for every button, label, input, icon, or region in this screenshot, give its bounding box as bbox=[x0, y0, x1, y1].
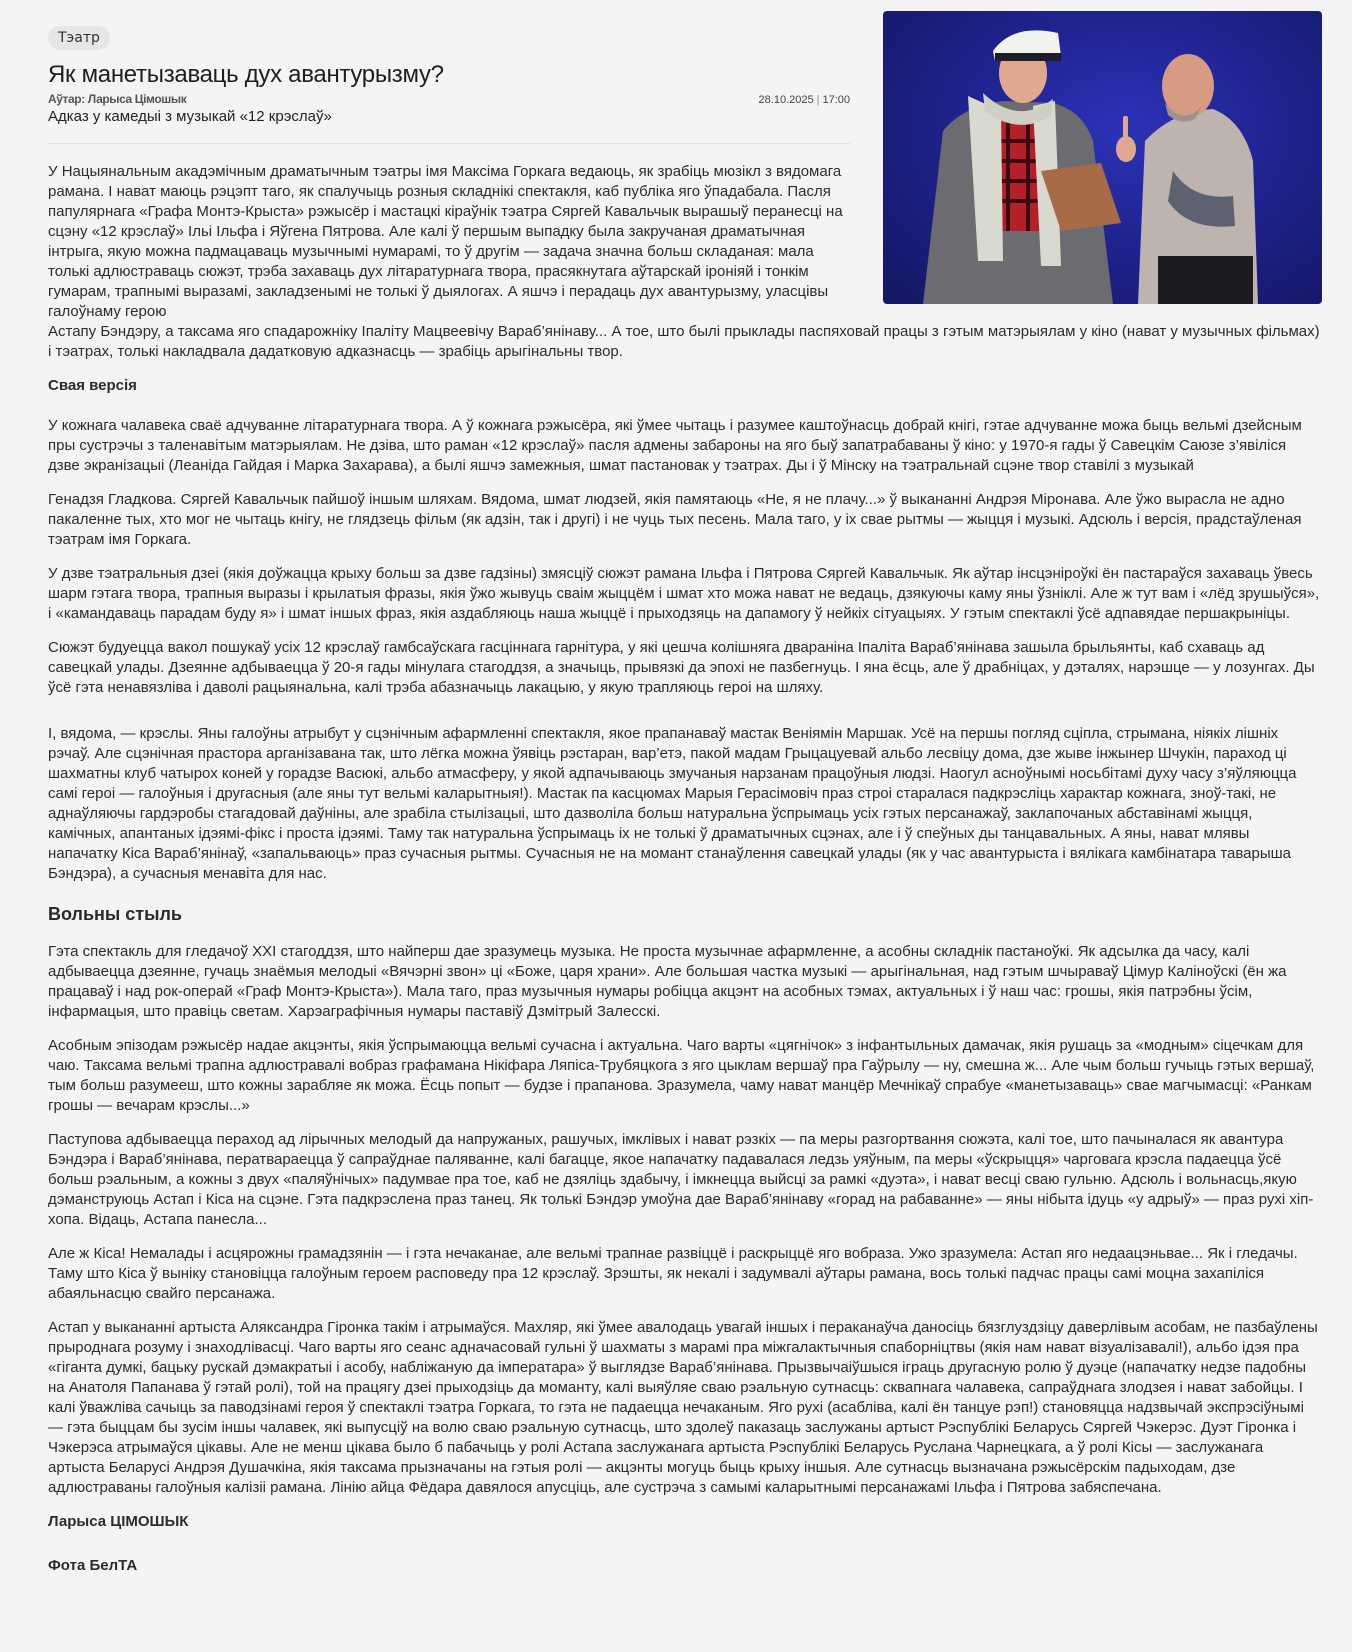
paragraph: Паступова адбываецца пераход ад лірычных мелодый да напружаных, рашучых, імклівых і нават рэзкіх — па меры разгортвання сюжэта, калі тое, што пачыналася як авантура Бэндэра і Вараб’янінава, ператвараецца ў сапраўднае паляванне, калі багацце, якое напачатку падавалася ледзь уяўным, па меры «ўскрыцця» чарговага крэсла падаецца ўсё больш рэальным, а кожны з двух «паляўнічых» падумвае пра тое, каб не дзяліць здабычу, і імкнецца выйсці за рамкі «дуэта», і нават весці сваю гульню. Адсюль і вольнасць,якую дэманструюць Астап і Кіса на сцэне. Гэта падкрэслена праз танец. Як толькі Бэндэр умоўна дае Вараб’янінаву «горад на рабаванне» — яны нібыта ідуць «у адрыў» — праз рухі хіп-хопа. Відаць, Астапа панесла... bbox=[48, 1131, 1314, 1228]
publish-datetime bbox=[759, 94, 850, 106]
paragraph: І, вядома, — крэслы. Яны галоўны атрыбут у сцэнічным афармленні спектакля, якое прапанаваў мастак Веніямін Маршак. Усё на першы погляд сціпла, стрымана, ніякіх лішніх рэчаў. Але сцэнічная прастора арганізавана так, што лёгка можна ўявіць рэстаран, вар’етэ, пакой мадам Грыцацуевай альбо лесвіцу дома, дзе жыве інжынер Шчукін, параход ці шахматны клуб чатырох коней у горадзе Васюкі, альбо атмасферу, у якой адпачываюць змучаныя нарзанам працоўныя людзі. Наогул асноўнымі носьбітамі духу часу з’яўляюцца самі героі — галоўныя і другасныя (але яны тут вельмі каларытныя!). Мастак па касцюмах Марыя Герасімовіч праз строі старалася падкрэсліць характар кожнага, зноў-такі, не аднаўляючы гардэробы стагадовай даўніны, але зрабіла стылізацыі, што дазволіла больш натуральна ўспрымаць усіх гэтых персанажаў, заклапочаных абставінамі жыцця, камічных, апантаных ідэямі-фікс і проста ідэямі. Таму так натуральна ўспрымаць іх не толькі ў драматычных сцэнах, але і ў спеўных ды танцавальных. А яны, нават млявы напачатку Кіса Вараб’янінаў, «запальваюць» праз сучасныя рытмы. Сучасныя не на момант станаўлення савецкай улады (як у час авантурыста і вялікага камбінатара таварыша Бэндэра), а сучасныя менавіта для нас. bbox=[48, 725, 1297, 882]
article-subtitle: Адказ у камедыі з музыкай «12 крэслаў» bbox=[48, 108, 332, 125]
publish-date: 28.10.2025 bbox=[758, 94, 814, 106]
photo-credit: Фота БелТА bbox=[48, 1557, 138, 1574]
header-divider bbox=[48, 143, 850, 144]
category-tag[interactable]: Тэатр bbox=[48, 26, 110, 50]
raised-finger bbox=[1123, 116, 1128, 141]
paragraph: Генадзя Гладкова. Сяргей Кавальчык пайшоў іншым шляхам. Вядома, шмат людзей, якія памятаюць «Не, я не плачу...» ў выкананні Андрэя Міронава. Але ўжо вырасла не адно пакаленне тых, хто мог не чытаць кнігу, не глядзець фільм (як адзін, так і другі) і не чуць тых песень. Мала таго, у іх свае рытмы — жыцця і музыкі. Адсюль і версія, прадстаўленая тэатрам імя Горкага. bbox=[48, 491, 1302, 548]
article-body bbox=[48, 162, 1320, 1600]
section-heading: Свая версія bbox=[48, 377, 137, 394]
paragraph: Сюжэт будуецца вакол пошукаў усіх 12 крэслаў гамбсаўскага гасціннага гарнітура, у які цешча колішняга двараніна Іпаліта Вараб’янінава зашыла брыльянты, каб схаваць ад савецкай улады. Дзеянне адбываецца ў 20-я гады мінулага стагоддзя, а значыць, прывязкі да эпохі не пазбегнуць. І яна ёсць, але ў драбніцах, у дэталях, нарэшце — у лозунгах. Ды ўсё гэта ненавязліва і даволі рацыянальна, калі трэба абазначыць лакацыю, у якую трапляюць героі на шляху. bbox=[48, 639, 1315, 696]
paragraph: У Нацыянальным акадэмічным драматычным тэатры імя Максіма Горкага ведаюць, як зрабіць мюзікл з вядомага рамана. І нават маюць рэцэпт таго, як спалучыць розныя складнікі спектакля, каб публіка яго ўпадабала. Пасля папулярнага «Графа Монтэ-Крыста» рэжысёр і мастацкі кіраўнік тэатра Сяргей Кавальчык вырашыў перанесці на сцэну «12 крэслаў» Ільі Ільфа і Яўгена Пятрова. Але калі ў першым выпадку была закручаная драматычная інтрыга, якую можна падмацаваць музычнымі нумарамі, то ў другім — задача значна больш складаная: мала толькі адлюстраваць сюжэт, трэба захаваць дух літаратурнага твора, прасякнутага аўтарскай іроніяй і тонкім гумарам, трапнымі выразамі, закладзенымі не толькі ў дыялогах. А яшчэ і перадаць дух авантурызму, уласцівы галоўнаму герою bbox=[48, 163, 843, 320]
article-title: Як манетызаваць дух авантурызму? bbox=[48, 61, 444, 88]
paragraph: У дзве тэатральныя дзеі (якія доўжацца крыху больш за дзве гадзіны) змясціў сюжэт рамана Ільфа і Пятрова Сяргей Кавальчык. Як аўтар інсцэніроўкі ён пастараўся захаваць ўвесь шарм гэтага твора, трапныя выразы і крылатыя фразы, якія ўжо жывуць сваім жыццём і шмат хто можа нават не ведаць, дзякуючы каму яны ўзніклі. Але ж тут вам і «лёд зрушыўся», і «камандаваць парадам буду я» і шмат іншых фраз, якія аздабляюць наша жыццё і прыходзяць на дапамогу ў нейкіх сітуацыях. У гэтым спектаклі ўсё адпавядае першакрыніцы. bbox=[48, 565, 1320, 622]
meta-row bbox=[48, 92, 850, 106]
section-heading: Вольны стыль bbox=[48, 904, 182, 924]
author-byline[interactable]: Аўтар: Ларыса Цімошык bbox=[48, 92, 187, 106]
author-signature: Ларыса ЦІМОШЫК bbox=[48, 1513, 189, 1530]
paragraph: Асобным эпізодам рэжысёр надае акцэнты, якія ўспрымаюцца вельмі сучасна і актуальна. Чаго варты «цягнічок» з інфантыльных дамачак, якія рушаць за «модным» сіцечкам для чаю. Таксама вельмі трапна адлюстравалі вобраз графамана Нікіфара Ляпіса-Трубяцкога з яго цыклам вершаў пра Гаўрылу — ну, смешна ж... Але чым больш гучыць гэтых вершаў, тым больш разумееш, што кожны зарабляе як можа. Ёсць попыт — будзе і прапанова. Зразумела, чаму нават манцёр Мечнікаў спрабуе «манетызаваць» свае магчымасці: «Ранкам грошы — вечарам крэслы...» bbox=[48, 1037, 1315, 1114]
datetime-separator: | bbox=[816, 94, 820, 106]
paragraph: Але ж Кіса! Немалады і асцярожны грамадзянін — і гэта нечаканае, але вельмі трапнае развіццё і раскрыццё яго вобраза. Ужо зразумела: Астап яго недаацэньвае... Як і гледачы. Таму што Кіса ў выніку становіцца галоўным героем расповеду пра 12 крэслаў. Зрэшты, як некалі і задумвалі аўтары рамана, вось толькі падчас працы самі моцна захапіліся абаяльнасцю свайго персанажа. bbox=[48, 1245, 1298, 1302]
cap-band bbox=[995, 53, 1061, 61]
paragraph: Гэта спектакль для гледачоў XXI стагоддзя, што найперш дае зразумець музыка. Не проста музычнае афармленне, а асобны складнік пастаноўкі. Як адсылка да часу, калі адбываецца дзеянне, гучаць знаёмыя мелодыі «Вячэрні звон» ці «Боже, царя храни». Але большая частка музыкі — арыгінальная, над гэтым шчыраваў Цімур Каліноўскі (ён жа працаваў і над рок-операй «Граф Монтэ-Крыста»). Мала таго, праз музычныя нумары робіцца акцэнт на асобных тэмах, актуальных і ў наш час: грошы, якія патрэбны ўсім, інфармацыя, што правіць светам. Харэаграфічныя нумары паставіў Дзмітрый Залесскі. bbox=[48, 943, 1287, 1020]
article-header bbox=[48, 26, 850, 144]
publish-time: 17:00 bbox=[822, 94, 850, 106]
spacer bbox=[48, 712, 1320, 724]
paragraph: Астап у выкананні артыста Аляксандра Гіронка такім і атрымаўся. Махляр, які ўмее авалодаць увагай іншых і пераканаўча даносіць бязглуздзіцу даверлівым асобам, не пазбаўлены прыроднага розуму і знаходлівасці. Чаго варты яго сеанс адначасовай гульні ў шахматы з марамі пра міжгалактычныя спаборніцтвы (якія нам нават візуалізавалі!), альбо ідэя пра «гіганта думкі, бацьку рускай дэмакратыі і асобу, набліжаную да імператара» ў выглядзе Вараб’янінава. Прызвычаіўшыся іграць другасную ролю ў дуэце (напачатку недзе падобны на Анатоля Папанава ў гэтай ролі), той на працягу дзеі прыходзіць да моманту, калі выяўляе сваю рэальную сутнасць: сквапнага чалавека, сапраўднага злодзея і нават забойцы. І калі ўважліва сачыць за паводзінамі героя ў спектаклі тэатра Горкага, то гэта не падаецца нечаканым. Яго рухі (асабліва, калі ён танцуе рэп!) становяцца надзвычай экспрэсіўнымі — гэта быццам бы зусім іншы чалавек, які выпусціў на волю сваю рэальную сутнасць, што здолеў паказаць заслужаны артыст Рэспублікі Беларусь Сяргей Чэкерэс. Дуэт Гіронка і Чэкерэса атрымаўся цікавы. Але не менш цікава было б пабачыць у ролі Астапа заслужанага артыста Рэспублікі Беларусь Руслана Чарнецкага, а ў ролі Кісы — заслужанага артыста Беларусі Андрэя Душачкіна, якія таксама прызначаны на гэтыя ролі — акцэнты могуць быць крыху іншыя. Але сутнасць вызначана рэжысёрскім падыходам, дзе адлюстраваны галоўныя калізіі рамана. Лінію айца Фёдара давялося апусціць, але сустрэча з самымі каларытнымі персанажамі Ільфа і Пятрова забяспечана. bbox=[48, 1319, 1318, 1496]
paragraph: Астапу Бэндэру, а таксама яго спадарожніку Іпаліту Мацвеевічу Вараб’янінаву... А тое, што былі прыклады паспяховай працы з гэтым матэрыялам у кіно (нават у музычных фільмах) і тэатрах, толькі накладвала дадатковую адказнасць — зрабіць арыгінальны твор. bbox=[48, 323, 1320, 360]
paragraph: У кожнага чалавека сваё адчуванне літаратурнага твора. А ў кожнага рэжысёра, які ўмее чытаць і разумее каштоўнасць добрай кнігі, гэтае адчуванне можа быць вельмі дзейсным пры сустрэчы з таленавітым матэрыялам. Не дзіва, што раман «12 крэслаў» пасля адмены забароны на яго быў запатрабаваны ў кіно: у 1970-я гады ў Савецкім Саюзе з’явіліся дзве экранізацыі (Леаніда Гайдая і Марка Захарава), а былі яшчэ замежныя, шмат пастановак у тэатрах. Ды і ў Мінску на тэатральнай сцэне твор ставілі з музыкай bbox=[48, 417, 1302, 474]
